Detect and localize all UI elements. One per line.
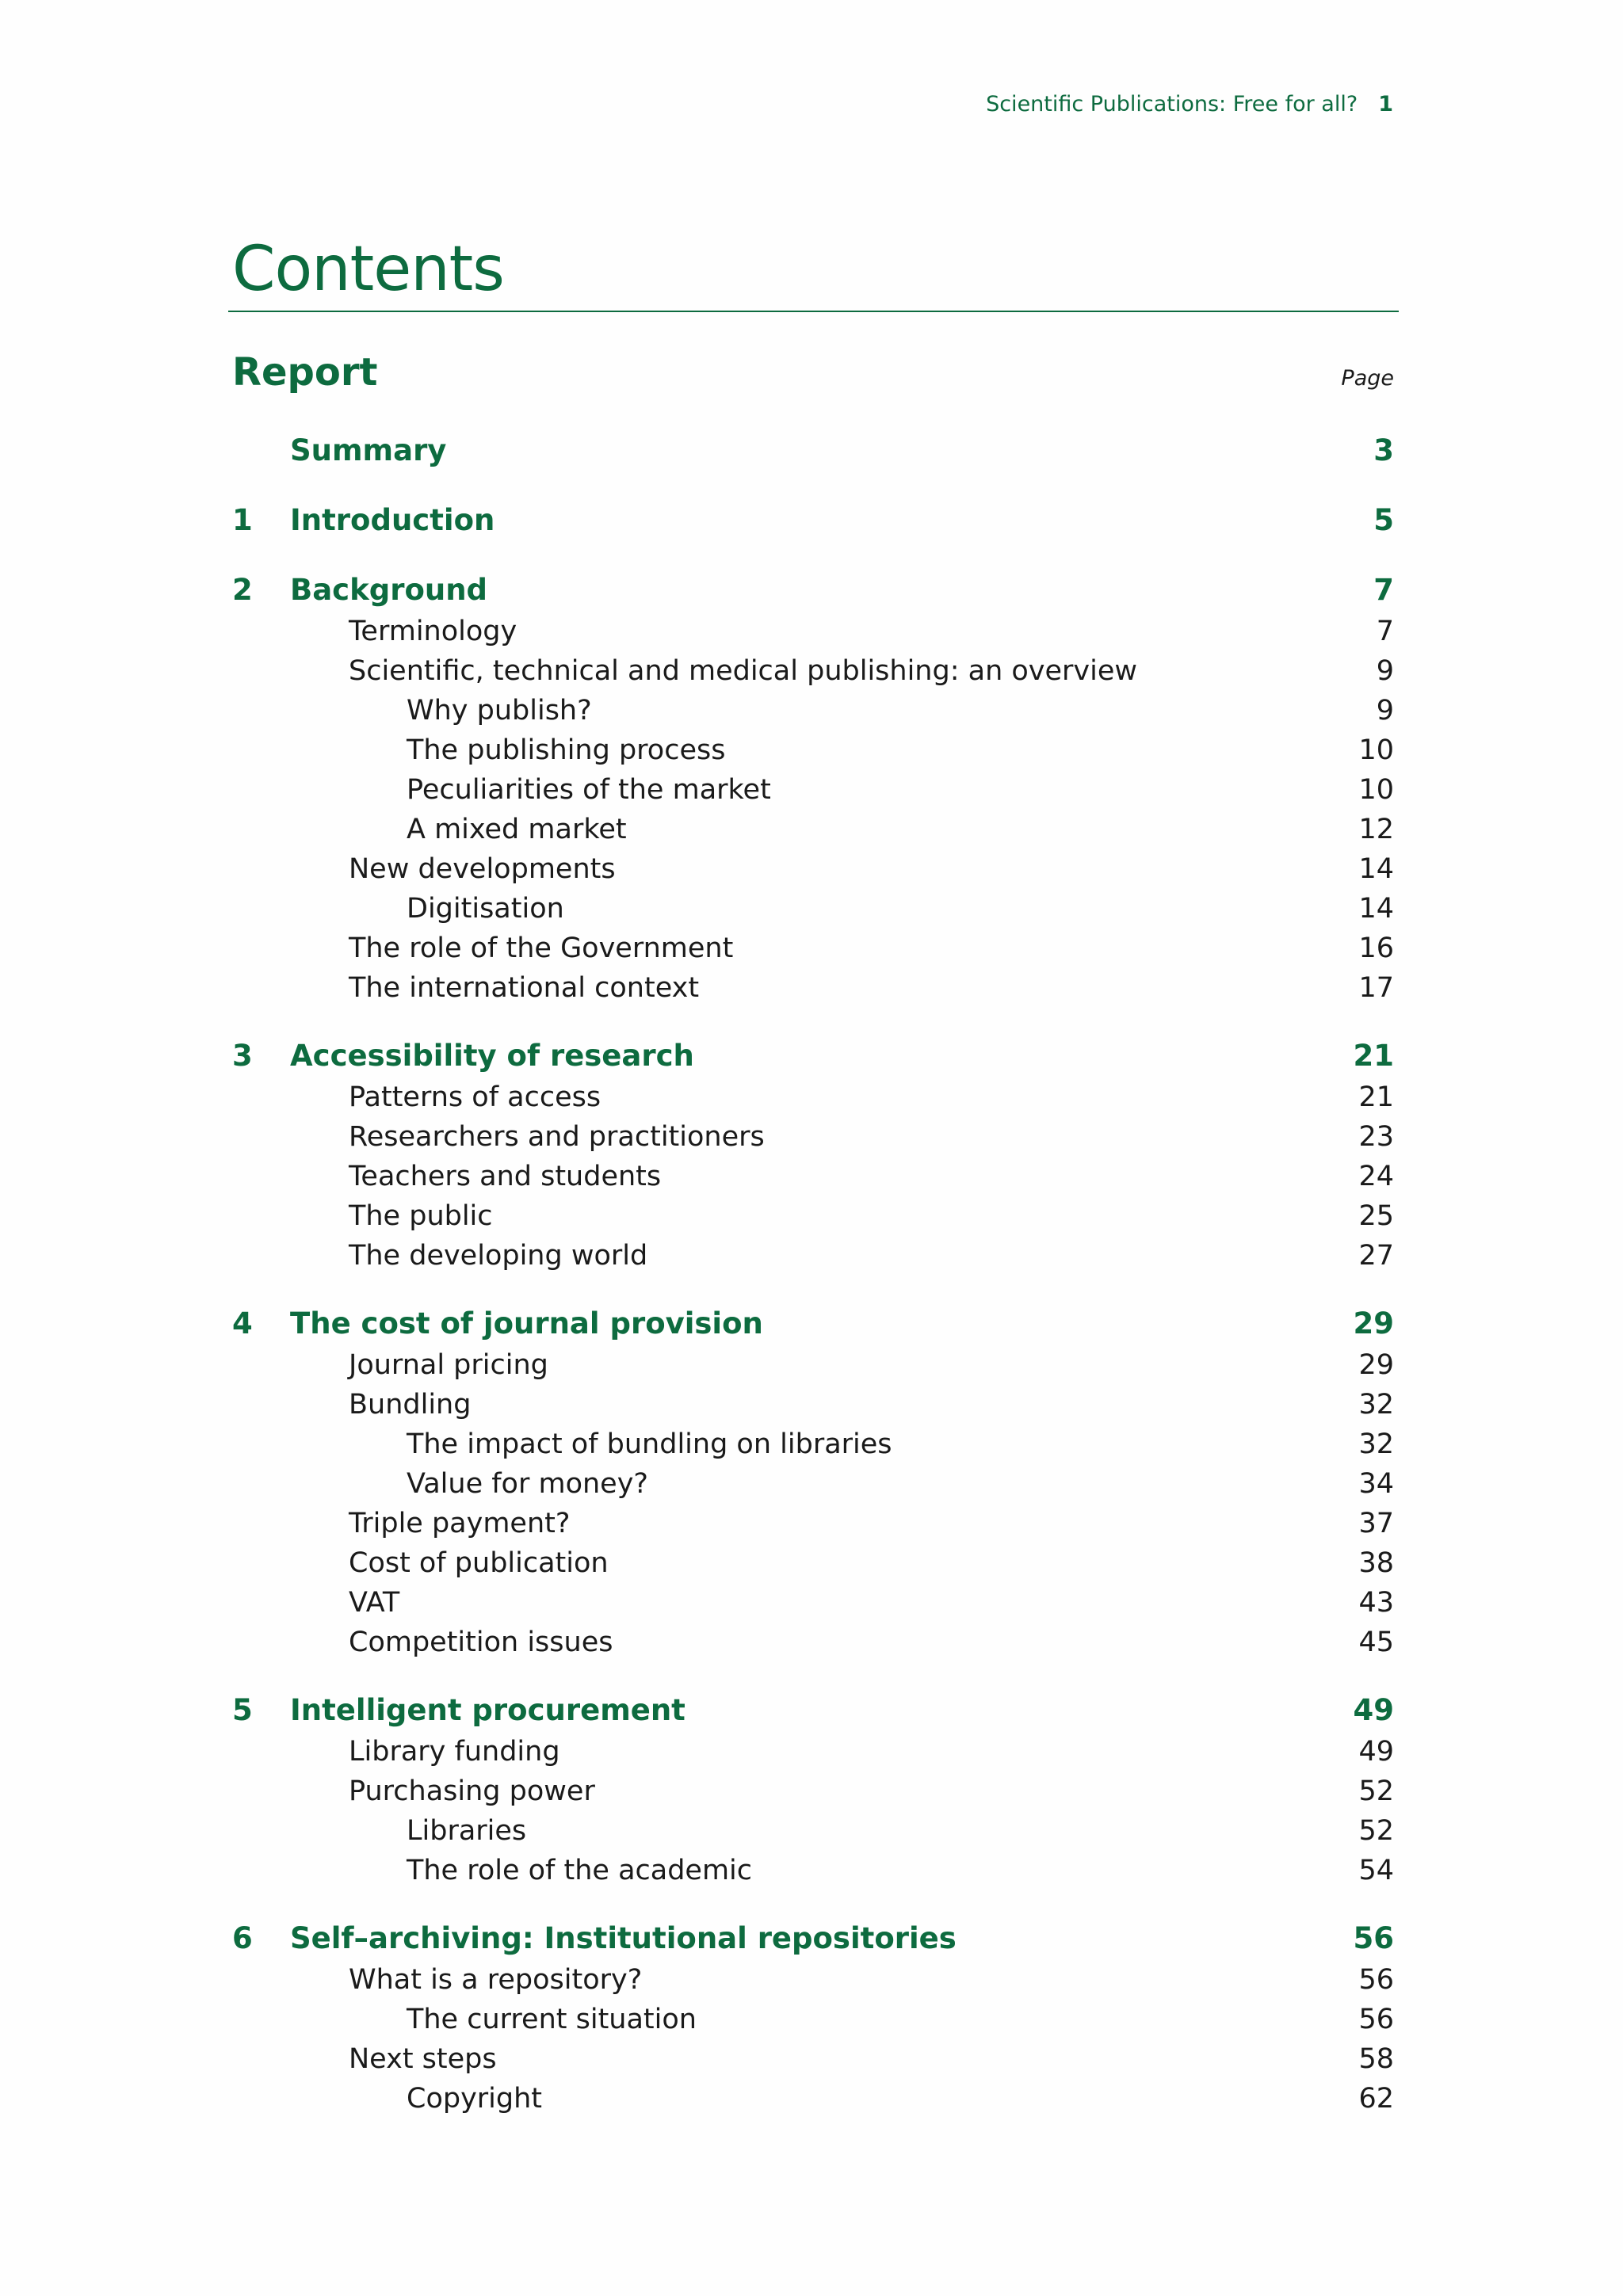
toc-chapter-number: 1 (232, 502, 253, 537)
toc-entry-page: 9 (1376, 695, 1394, 727)
toc-chapter-entry[interactable] (232, 1916, 1394, 1960)
toc-entry-label: Copyright (407, 2083, 543, 2115)
toc-entry-page: 24 (1358, 1161, 1394, 1192)
toc-subsection-entry[interactable] (232, 730, 1394, 770)
toc-subsection-entry[interactable] (232, 2000, 1394, 2039)
toc-section-entry[interactable] (232, 929, 1394, 968)
toc-entry-label: Intelligent procurement (290, 1692, 685, 1727)
toc-section-entry[interactable] (232, 849, 1394, 889)
toc-entry-page: 27 (1358, 1240, 1394, 1272)
toc-entry-label: Patterns of access (349, 1081, 601, 1113)
toc-entry-label: The developing world (349, 1240, 648, 1272)
toc-entry-page: 52 (1358, 1815, 1394, 1847)
toc-entry-label: Library funding (349, 1736, 560, 1768)
toc-entry-label: Terminology (349, 616, 517, 647)
toc-entry-page: 37 (1358, 1508, 1394, 1539)
toc-entry-page: 38 (1358, 1547, 1394, 1579)
toc-section-entry[interactable] (232, 2039, 1394, 2079)
toc-subsection-entry[interactable] (232, 691, 1394, 730)
toc-entry-label: Teachers and students (349, 1161, 662, 1192)
toc-section-entry[interactable] (232, 968, 1394, 1008)
toc-entry-label: Value for money? (407, 1468, 649, 1500)
toc-subsection-entry[interactable] (232, 1811, 1394, 1851)
toc-subsection-entry[interactable] (232, 1464, 1394, 1504)
toc-entry-page: 49 (1358, 1736, 1394, 1768)
toc-subsection-entry[interactable] (232, 1425, 1394, 1464)
toc-entry-label: The current situation (407, 2004, 697, 2035)
toc-chapter-entry[interactable] (232, 1301, 1394, 1345)
toc-entry-page: 14 (1358, 893, 1394, 925)
page-column-label: Page (1341, 366, 1394, 391)
toc-section-entry[interactable] (232, 1543, 1394, 1583)
toc-entry-label: Purchasing power (349, 1775, 595, 1807)
toc-entry-label: The role of the academic (407, 1855, 753, 1886)
toc-chapter-number: 4 (232, 1306, 253, 1341)
toc-section-entry[interactable] (232, 651, 1394, 691)
table-of-contents (232, 428, 1394, 2119)
toc-entry-page: 21 (1358, 1081, 1394, 1113)
toc-entry-label: Introduction (290, 502, 495, 537)
page-title: Contents (232, 234, 504, 305)
toc-section-entry[interactable] (232, 1772, 1394, 1811)
toc-entry-page: 16 (1358, 933, 1394, 964)
toc-entry-page: 10 (1358, 774, 1394, 806)
toc-entry-label: Triple payment? (349, 1508, 571, 1539)
toc-section-entry[interactable] (232, 1196, 1394, 1236)
toc-chapter-entry[interactable] (232, 498, 1394, 542)
toc-entry-page: 34 (1358, 1468, 1394, 1500)
toc-chapter-number: 3 (232, 1038, 253, 1073)
toc-entry-label: The public (349, 1200, 493, 1232)
toc-section-entry[interactable] (232, 1385, 1394, 1425)
toc-entry-label: Background (290, 572, 488, 607)
toc-chapter-number: 6 (232, 1920, 253, 1955)
toc-entry-label: Researchers and practitioners (349, 1121, 765, 1153)
toc-chapter-entry[interactable] (232, 1033, 1394, 1077)
report-heading-row (232, 350, 1394, 395)
toc-chapter-number: 5 (232, 1692, 253, 1727)
title-rule (228, 311, 1399, 312)
toc-entry-label: The international context (349, 972, 700, 1004)
toc-entry-page: 23 (1358, 1121, 1394, 1153)
toc-section-entry[interactable] (232, 1504, 1394, 1543)
toc-entry-label: Cost of publication (349, 1547, 609, 1579)
toc-entry-page: 32 (1358, 1428, 1394, 1460)
toc-section-entry[interactable] (232, 612, 1394, 651)
toc-entry-page: 5 (1373, 502, 1394, 537)
toc-entry-page: 49 (1353, 1692, 1394, 1727)
running-header (986, 92, 1393, 116)
toc-subsection-entry[interactable] (232, 770, 1394, 810)
toc-subsection-entry[interactable] (232, 889, 1394, 929)
toc-entry-page: 10 (1358, 734, 1394, 766)
toc-entry-page: 29 (1353, 1306, 1394, 1341)
toc-entry-label: Libraries (407, 1815, 527, 1847)
toc-entry-label: Competition issues (349, 1627, 613, 1658)
toc-entry-page: 54 (1358, 1855, 1394, 1886)
toc-entry-page: 21 (1353, 1038, 1394, 1073)
toc-subsection-entry[interactable] (232, 1851, 1394, 1890)
toc-entry-page: 52 (1358, 1775, 1394, 1807)
toc-subsection-entry[interactable] (232, 2079, 1394, 2119)
toc-section-entry[interactable] (232, 1236, 1394, 1276)
toc-entry-label: Peculiarities of the market (407, 774, 771, 806)
toc-entry-page: 29 (1358, 1349, 1394, 1381)
toc-section-entry[interactable] (232, 1623, 1394, 1662)
toc-chapter-number: 2 (232, 572, 253, 607)
header-page-number: 1 (1378, 92, 1393, 116)
toc-entry-label: The publishing process (407, 734, 726, 766)
toc-entry-page: 7 (1373, 572, 1394, 607)
toc-chapter-entry[interactable] (232, 1688, 1394, 1732)
toc-entry-label: VAT (349, 1587, 400, 1619)
toc-entry-label: Bundling (349, 1389, 472, 1421)
toc-entry-label: The cost of journal provision (290, 1306, 763, 1341)
toc-entry-label: What is a repository? (349, 1964, 643, 1996)
toc-entry-label: Scientific, technical and medical publishing: an overview (349, 655, 1138, 687)
toc-section-entry[interactable] (232, 1732, 1394, 1772)
toc-entry-label: Summary (290, 433, 447, 467)
toc-chapter-entry[interactable] (232, 428, 1394, 472)
toc-section-entry[interactable] (232, 1960, 1394, 2000)
toc-entry-label: The impact of bundling on libraries (407, 1428, 892, 1460)
toc-section-entry[interactable] (232, 1077, 1394, 1117)
toc-entry-label: Digitisation (407, 893, 564, 925)
toc-entry-page: 25 (1358, 1200, 1394, 1232)
toc-entry-label: Self–archiving: Institutional repositories (290, 1920, 957, 1955)
toc-subsection-entry[interactable] (232, 810, 1394, 849)
toc-entry-page: 58 (1358, 2043, 1394, 2075)
toc-entry-label: New developments (349, 853, 616, 885)
toc-section-entry[interactable] (232, 1345, 1394, 1385)
section-label: Report (232, 350, 378, 395)
toc-entry-page: 62 (1358, 2083, 1394, 2115)
toc-entry-label: The role of the Government (349, 933, 734, 964)
toc-entry-page: 45 (1358, 1627, 1394, 1658)
toc-entry-label: Why publish? (407, 695, 592, 727)
toc-entry-page: 43 (1358, 1587, 1394, 1619)
toc-entry-page: 14 (1358, 853, 1394, 885)
toc-chapter-entry[interactable] (232, 567, 1394, 612)
running-title: Scientific Publications: Free for all? (986, 92, 1358, 116)
toc-entry-page: 12 (1358, 814, 1394, 845)
toc-section-entry[interactable] (232, 1583, 1394, 1623)
toc-entry-page: 9 (1376, 655, 1394, 687)
toc-entry-label: Accessibility of research (290, 1038, 694, 1073)
toc-entry-page: 56 (1353, 1920, 1394, 1955)
toc-entry-page: 56 (1358, 1964, 1394, 1996)
toc-entry-page: 7 (1376, 616, 1394, 647)
toc-entry-label: Next steps (349, 2043, 497, 2075)
toc-section-entry[interactable] (232, 1157, 1394, 1196)
toc-entry-label: A mixed market (407, 814, 627, 845)
toc-section-entry[interactable] (232, 1117, 1394, 1157)
toc-entry-page: 3 (1373, 433, 1394, 467)
toc-entry-page: 56 (1358, 2004, 1394, 2035)
toc-entry-page: 17 (1358, 972, 1394, 1004)
toc-entry-page: 32 (1358, 1389, 1394, 1421)
toc-entry-label: Journal pricing (349, 1349, 548, 1381)
